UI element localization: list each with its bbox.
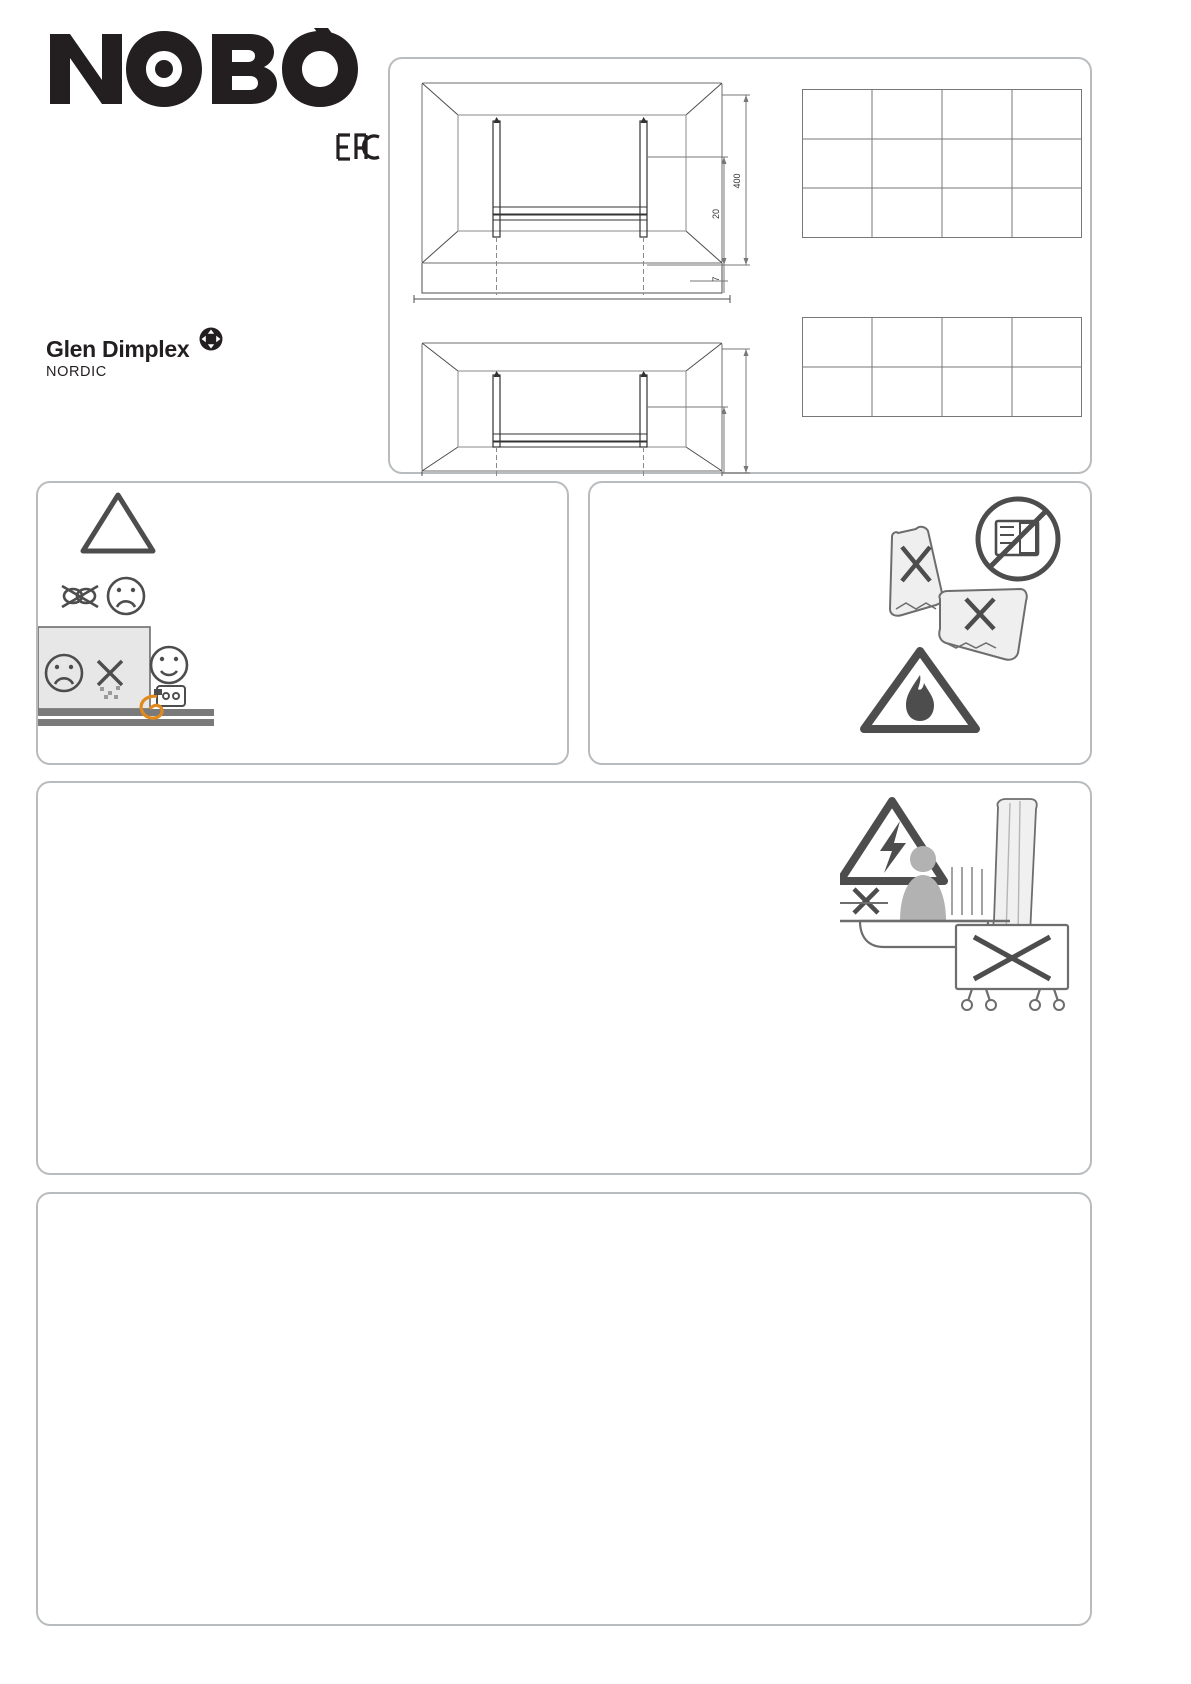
dimension-label-7: 7 bbox=[711, 276, 721, 282]
installation-warning-graphic bbox=[38, 483, 567, 763]
towel-draped-right-icon bbox=[939, 589, 1027, 660]
dimension-table-top bbox=[803, 90, 1082, 238]
electrical-safety-graphic bbox=[840, 789, 1080, 1019]
notes-text bbox=[38, 1194, 1090, 1234]
glen-dimplex-mark-icon bbox=[198, 326, 224, 352]
electrical-safety-panel bbox=[36, 781, 1092, 1175]
dimension-label-400: 400 bbox=[732, 173, 742, 189]
installation-warning-panel bbox=[36, 481, 569, 765]
eac-icon bbox=[334, 132, 382, 162]
no-heater-near-bath-icon bbox=[840, 889, 888, 913]
fire-hazard-panel bbox=[588, 481, 1092, 765]
heater-wall-bracket-front-view bbox=[414, 83, 750, 303]
heater-on-feet-crossed-icon bbox=[956, 925, 1068, 1010]
dimension-label-20: 20 bbox=[711, 208, 721, 220]
mounting-drawings-panel bbox=[388, 57, 1092, 474]
brand-block bbox=[46, 28, 386, 158]
carpet-floor-illustration bbox=[38, 627, 214, 726]
warning-triangle-icon bbox=[83, 495, 153, 551]
notes-panel bbox=[36, 1192, 1092, 1626]
heater-wall-bracket-low-view bbox=[414, 343, 750, 476]
glen-dimplex-logo bbox=[46, 336, 246, 396]
towel-on-heater-crossed-icon bbox=[890, 527, 943, 616]
flame-warning-triangle-icon bbox=[864, 651, 976, 729]
dimension-tables bbox=[802, 89, 1082, 469]
fire-hazard-graphic bbox=[590, 483, 1090, 763]
glen-dimplex-sub: NORDIC bbox=[46, 364, 107, 380]
happy-face-icon bbox=[151, 647, 187, 683]
glen-dimplex-name: Glen Dimplex bbox=[46, 336, 190, 362]
sad-face-icon bbox=[108, 578, 144, 614]
no-cable-under-carpet-icon bbox=[62, 586, 98, 607]
dimension-table-bottom bbox=[803, 318, 1082, 417]
no-cover-icon bbox=[978, 499, 1058, 579]
nobo-logo bbox=[46, 28, 358, 110]
